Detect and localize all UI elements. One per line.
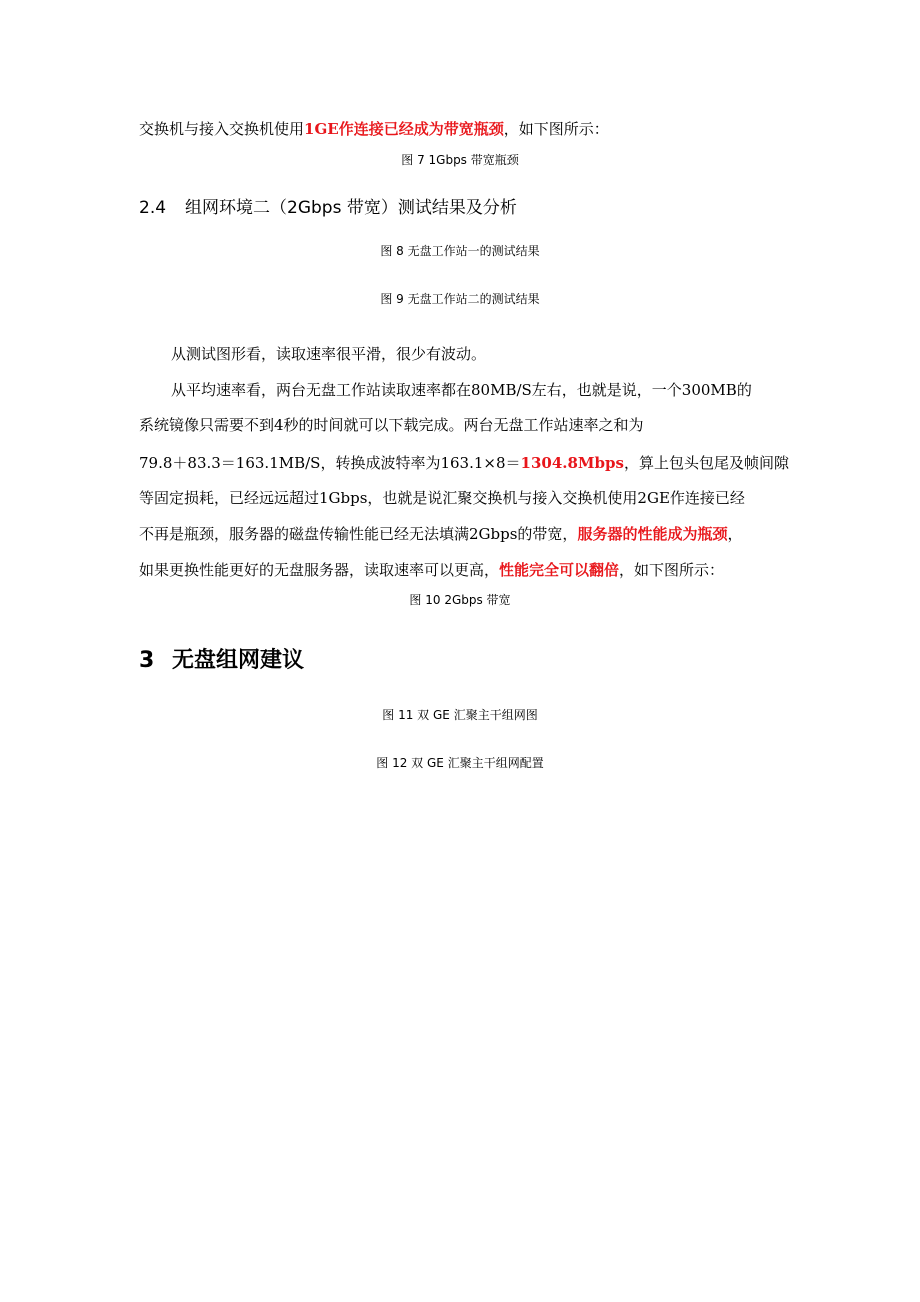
paragraph-bottleneck-intro	[139, 118, 799, 140]
figure-11-caption: 图 11 双 GE 汇聚主干组网图	[382, 708, 538, 722]
figure-7-caption: 图 7 1Gbps 带宽瓶颈	[401, 153, 519, 167]
paragraph-line: 等固定损耗，已经远远超过1Gbps，也就是说汇聚交换机与接入交换机使用2GE作连接已经	[139, 489, 745, 507]
section-number: 3	[139, 648, 155, 673]
text: 不再是瓶颈，服务器的磁盘传输性能已经无法填满2Gbps的带宽，	[139, 525, 578, 543]
text: 交换机与接入交换机使用	[139, 120, 305, 138]
figure-8-caption: 图 8 无盘工作站一的测试结果	[380, 244, 540, 258]
highlight-text: 性能完全可以翻倍	[499, 561, 620, 579]
section-title: 组网环境二（2Gbps 带宽）测试结果及分析	[185, 198, 517, 218]
section-2-4-heading	[139, 196, 517, 220]
paragraph-line	[139, 523, 799, 545]
paragraph-line	[139, 452, 799, 474]
section-number: 2.4	[139, 198, 167, 218]
highlight-text: 服务器的性能成为瓶颈	[577, 525, 728, 543]
text: ，如下图所示：	[619, 561, 725, 579]
paragraph-smooth-rate: 从测试图形看，读取速率很平滑，很少有波动。	[171, 345, 487, 363]
text: 如果更换性能更好的无盘服务器，读取速率可以更高，	[139, 561, 500, 579]
text: ，如下图所示：	[503, 120, 609, 138]
figure-10-caption: 图 10 2Gbps 带宽	[409, 593, 511, 607]
paragraph-line: 系统镜像只需要不到4秒的时间就可以下载完成。两台无盘工作站速率之和为	[139, 416, 644, 434]
paragraph-line	[139, 559, 799, 581]
figure-12-caption: 图 12 双 GE 汇聚主干组网配置	[376, 756, 544, 770]
text: ，算上包头包尾及帧间隙	[623, 454, 789, 472]
text: 79.8＋83.3＝163.1MB/S，转换成波特率为163.1×8＝	[139, 454, 521, 472]
section-title: 无盘组网建议	[172, 648, 305, 673]
highlight-text: 1GE作连接已经成为带宽瓶颈	[304, 120, 504, 138]
figure-9-caption: 图 9 无盘工作站二的测试结果	[380, 292, 540, 306]
highlight-text: 1304.8Mbps	[520, 454, 624, 472]
text: ，	[727, 525, 743, 543]
section-3-heading	[139, 646, 304, 676]
paragraph-line: 从平均速率看，两台无盘工作站读取速率都在80MB/S左右，也就是说，一个300MB的	[171, 381, 752, 399]
